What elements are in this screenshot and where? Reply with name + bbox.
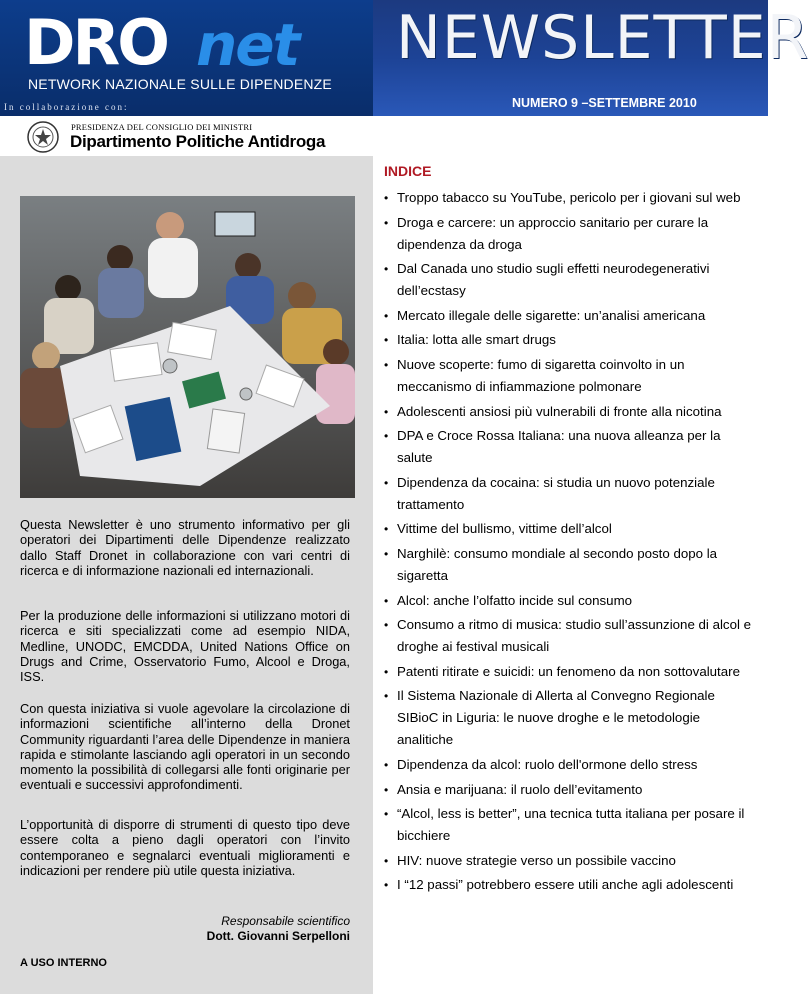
index-item[interactable]: • Adolescenti ansiosi più vulnerabili di fronte alla nicotina xyxy=(383,401,755,423)
index-item[interactable]: • Ansia e marijuana: il ruolo dell’evitamento xyxy=(383,779,755,801)
department-name: Dipartimento Politiche Antidroga xyxy=(70,132,326,151)
index-item[interactable]: • DPA e Croce Rossa Italiana: una nuova alleanza per la salute xyxy=(383,425,755,469)
index-item[interactable]: • Dipendenza da cocaina: si studia un nuovo potenziale trattamento xyxy=(383,472,755,516)
index-item[interactable]: • Droga e carcere: un approccio sanitario per curare la dipendenza da droga xyxy=(383,212,755,256)
index-item[interactable]: • Troppo tabacco su YouTube, pericolo per i giovani sul web xyxy=(383,187,755,209)
index-item[interactable]: • “Alcol, less is better”, una tecnica tutta italiana per posare il bicchiere xyxy=(383,803,755,847)
index-list xyxy=(383,187,755,899)
index-item[interactable]: • Dipendenza da alcol: ruolo dell'ormone dello stress xyxy=(383,754,755,776)
index-item[interactable]: • Narghilè: consumo mondiale al secondo posto dopo la sigaretta xyxy=(383,543,755,587)
issue-number: NUMERO 9 –SETTEMBRE 2010 xyxy=(512,96,697,110)
index-item[interactable]: • Vittime del bullismo, vittime dell’alcol xyxy=(383,518,755,540)
index-item[interactable]: • Alcol: anche l’olfatto incide sul consumo xyxy=(383,590,755,612)
dronet-tagline: NETWORK NAZIONALE SULLE DIPENDENZE xyxy=(28,76,332,92)
intro-paragraph-goal: Con questa iniziativa si vuole agevolare la circolazione di informazioni scientifiche all’interno della Dronet Community riguardanti l’area delle Dipendenze in maniera rapida e stimolante lasciando agli operatori in un secondo momento la possibilità di collegarsi alle fonti originarie per eventuali e successivi approfondimenti. xyxy=(20,701,350,793)
collaboration-label: In collaborazione con: xyxy=(4,102,129,112)
italian-emblem-icon xyxy=(25,120,61,154)
index-item[interactable]: • I “12 passi” potrebbero essere utili anche agli adolescenti xyxy=(383,874,755,896)
government-label: PRESIDENZA DEL CONSIGLIO DEI MINISTRI xyxy=(71,122,253,132)
intro-paragraph-feedback: L’opportunità di disporre di strumenti di questo tipo deve essere colta a pieno dagli operatori con l’invito contemporaneo e segnalarci eventuali miglioramenti e indicazioni per rendere più utile questa iniziativa. xyxy=(20,817,350,878)
internal-use-label: A USO INTERNO xyxy=(20,957,107,969)
index-item[interactable]: • Patenti ritirate e suicidi: un fenomeno da non sottovalutare xyxy=(383,661,755,683)
responsible-name: Dott. Giovanni Serpelloni xyxy=(206,929,350,943)
index-item[interactable]: • HIV: nuove strategie verso un possibile vaccino xyxy=(383,850,755,872)
responsible-role: Responsabile scientifico xyxy=(221,914,350,928)
team-meeting-photo xyxy=(20,196,355,498)
intro-paragraph-sources: Per la produzione delle informazioni si utilizzano motori di ricerca e siti specializzati come ad esempio NIDA, Medline, UNODC, EMCDDA, United Nations Office on Drugs and Crime, Osservatorio Fumo, Alcool e Droga, ISS. xyxy=(20,608,350,685)
index-item[interactable]: • Consumo a ritmo di musica: studio sull’assunzione di alcol e droghe ai festival musicali xyxy=(383,614,755,658)
index-item[interactable]: • Dal Canada uno studio sugli effetti neurodegenerativi dell’ecstasy xyxy=(383,258,755,302)
index-item[interactable]: • Nuove scoperte: fumo di sigaretta coinvolto in un meccanismo di infiammazione polmonare xyxy=(383,354,755,398)
newsletter-title: NEWSLETTER xyxy=(396,3,809,73)
index-item[interactable]: • Il Sistema Nazionale di Allerta al Convegno Regionale SIBioC in Liguria: le nuove droghe e le metodologie analitiche xyxy=(383,685,755,751)
dronet-logo-net: net xyxy=(196,11,299,79)
intro-paragraph-purpose: Questa Newsletter è uno strumento informativo per gli operatori dei Dipartimenti delle Dipendenze realizzato dallo Staff Dronet in collaborazione con vari centri di ricerca e di informazione nazionali ed internazionali. xyxy=(20,517,350,578)
index-item[interactable]: • Mercato illegale delle sigarette: un’analisi americana xyxy=(383,305,755,327)
index-title: INDICE xyxy=(384,163,432,179)
index-item[interactable]: • Italia: lotta alle smart drugs xyxy=(383,329,755,351)
dronet-logo-dro: DRO xyxy=(24,6,167,79)
